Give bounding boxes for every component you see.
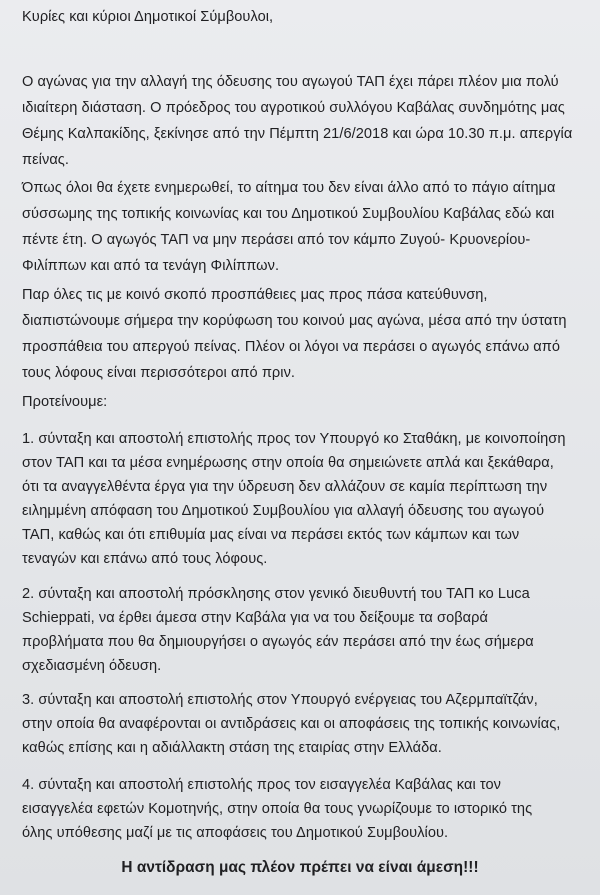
item-1-line-3: ότι τα αναγγελθέντα έργα για την ύδρευση δεν αλλάζουν σε καμία περίπτωση την — [22, 479, 548, 495]
item-3-line-3: καθώς επίσης και η αδιάλλακτη στάση της εταιρίας στην Ελλάδα. — [22, 740, 442, 756]
paragraph-2-line-2: σύσσωμης της τοπικής κοινωνίας και του Δημοτικού Συμβουλίου Καβάλας εδώ και — [22, 206, 555, 222]
item-1-line-2: στον ΤΑΠ και τα μέσα ενημέρωσης στην οποία θα σημειώνετε απλά και ξεκάθαρα, — [22, 455, 554, 471]
paragraph-1-line-1: Ο αγώνας για την αλλαγή της όδευσης του αγωγού ΤΑΠ έχει πάρει πλέον μια πολύ — [22, 74, 559, 90]
item-3-line-1: 3. σύνταξη και αποστολή επιστολής στον Υπουργό ενέργειας του Αζερμπαϊτζάν, — [22, 692, 538, 708]
paragraph-3-line-3: προσπάθεια του απεργού πείνας. Πλέον οι λόγοι να περάσει ο αγωγός επάνω από — [22, 339, 561, 355]
item-1-line-1: 1. σύνταξη και αποστολή επιστολής προς τον Υπουργό κο Σταθάκη, με κοινοποίηση — [22, 431, 566, 447]
paragraph-2-line-4: Φιλίππων και από τα τενάγη Φιλίππων. — [22, 258, 280, 274]
paragraph-1-line-2: ιδιαίτερη διάσταση. Ο πρόεδρος του αγροτικού συλλόγου Καβάλας συνδημότης μας — [22, 100, 565, 116]
paragraph-3-line-1: Παρ όλες τις με κοινό σκοπό προσπάθειες μας προς πάσα κατεύθυνση, — [22, 287, 488, 303]
propose-heading: Προτείνουμε: — [22, 394, 108, 410]
closing-statement: Η αντίδραση μας πλέον πρέπει να είναι άμεση!!! — [121, 859, 479, 876]
paragraph-1-line-3: Θέμης Καλπακίδης, ξεκίνησε από την Πέμπτη 21/6/2018 και ώρα 10.30 π.μ. απεργία — [22, 126, 573, 142]
item-2-line-1: 2. σύνταξη και αποστολή πρόσκλησης στον γενικό διευθυντή του ΤΑΠ κο Luca — [22, 586, 530, 602]
item-1-line-6: τεναγών και επάνω από τους λόφους. — [22, 551, 268, 567]
item-1-line-4: ειλημμένη απόφαση του Δημοτικού Συμβουλίου για αλλαγή όδευσης του αγωγού — [22, 503, 545, 519]
item-2-line-2: Schieppati, να έρθει άμεσα στην Καβάλα για να του δείξουμε τα σοβαρά — [22, 610, 489, 626]
item-2-line-3: προβλήματα που θα δημιουργήσει ο αγωγός εάν περάσει από την έως σήμερα — [22, 634, 534, 650]
item-2-line-4: σχεδιασμένη όδευση. — [22, 658, 162, 674]
paragraph-2-line-3: πέντε έτη. Ο αγωγός ΤΑΠ να μην περάσει από τον κάμπο Ζυγού- Κρυονερίου- — [22, 232, 531, 248]
paragraph-1-line-4: πείνας. — [22, 152, 69, 168]
salutation: Κυρίες και κύριοι Δημοτικοί Σύμβουλοι, — [22, 9, 274, 25]
paragraph-2-line-1: Όπως όλοι θα έχετε ενημερωθεί, το αίτημα του δεν είναι άλλο από το πάγιο αίτημα — [22, 180, 556, 196]
item-4-line-3: όλης υπόθεσης μαζί με τις αποφάσεις του Δημοτικού Συμβουλίου. — [22, 825, 449, 841]
paragraph-3-line-2: διαπιστώνουμε σήμερα την κορύφωση του κοινού μας αγώνα, μέσα από την ύστατη — [22, 313, 567, 329]
item-1-line-5: ΤΑΠ, καθώς και ότι επιθυμία μας είναι να περάσει εκτός των κάμπων και των — [22, 527, 520, 543]
item-3-line-2: στην οποία θα αναφέρονται οι αντιδράσεις και οι αποφάσεις της τοπικής κοινωνίας, — [22, 716, 561, 732]
paragraph-3-line-4: τους λόφους είναι περισσότεροι από πριν. — [22, 365, 296, 381]
item-4-line-1: 4. σύνταξη και αποστολή επιστολής προς τον εισαγγελέα Καβάλας και τον — [22, 777, 501, 793]
item-4-line-2: εισαγγελέα εφετών Κομοτηνής, στην οποία θα τους γνωρίζουμε το ιστορικό της — [22, 801, 533, 817]
